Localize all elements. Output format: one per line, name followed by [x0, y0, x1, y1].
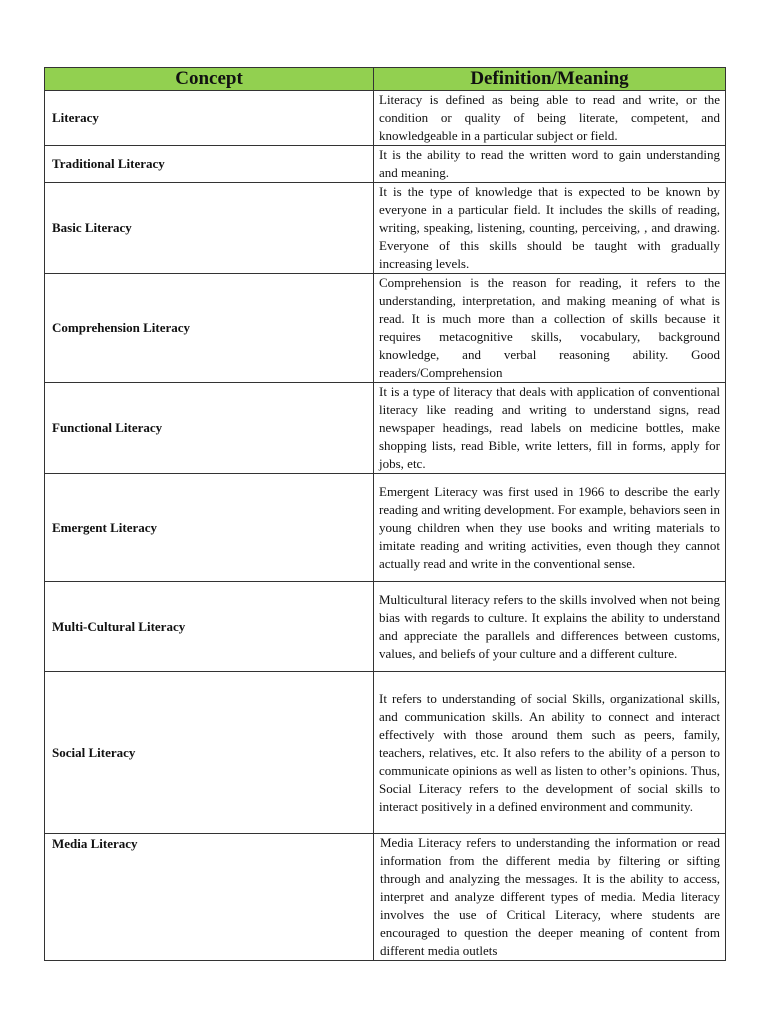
concept-cell: Emergent Literacy — [45, 474, 374, 582]
table-row — [45, 672, 726, 834]
concept-cell: Multi-Cultural Literacy — [45, 582, 374, 672]
definition-cell: Emergent Literacy was first used in 1966 to describe the early reading and writing development. For example, behaviors seen in young children when they use books and writing materials to imitate reading and writing activities, even though they cannot actually read and write in the conventional sense. — [374, 474, 726, 582]
concept-cell: Literacy — [45, 91, 374, 146]
definition-cell: Multicultural literacy refers to the skills involved when not being bias with regards to culture. It explains the ability to understand and appreciate the parallels and differences between customs, values, and beliefs of your culture and a different culture. — [374, 582, 726, 672]
definition-column-header: Definition/Meaning — [374, 68, 726, 91]
definition-cell: Comprehension is the reason for reading, it refers to the understanding, interpretation, and making meaning of what is read. It is much more than a collection of skills because it requires metacognitive skills, vocabulary, background knowledge, and verbal reasoning ability. Good readers/Comprehension — [374, 274, 726, 383]
table-row — [45, 834, 726, 961]
concept-cell: Comprehension Literacy — [45, 274, 374, 383]
table-row — [45, 474, 726, 582]
definition-cell: Media Literacy refers to understanding the information or read information from the different media by filtering or sifting through and analyzing the messages. It is the ability to access, interpret and analyze different types of media. Media literacy involves the use of Critical Literacy, where students are encouraged to question the deeper meaning of content from different media outlets — [374, 834, 726, 961]
definition-cell: Literacy is defined as being able to read and write, or the condition or quality of being literate, competent, and knowledgeable in a particular subject or field. — [374, 91, 726, 146]
definition-cell: It is a type of literacy that deals with application of conventional literacy like reading and writing to understand signs, read newspaper headings, read labels on medicine bottles, make shopping lists, read Bible, write letters, fill in forms, apply for jobs, etc. — [374, 383, 726, 474]
table-row — [45, 274, 726, 383]
table-row — [45, 183, 726, 274]
table-row — [45, 146, 726, 183]
table-row — [45, 383, 726, 474]
definition-cell: It refers to understanding of social Skills, organizational skills, and communication skills. An ability to connect and interact effectively with those around them such as peers, family, teachers, relatives, etc. It also refers to the ability of a person to communicate opinions as well as listen to other’s opinions. Thus, Social Literacy refers to the development of social skills to interact positively in a defined environment and community. — [374, 672, 726, 834]
table-row — [45, 582, 726, 672]
definition-cell: It is the type of knowledge that is expected to be known by everyone in a particular field. It includes the skills of reading, writing, speaking, listening, counting, perceiving, , and drawing. Everyone of this skills should be taught with gradually increasing levels. — [374, 183, 726, 274]
concept-column-header: Concept — [45, 68, 374, 91]
definition-cell: It is the ability to read the written word to gain understanding and meaning. — [374, 146, 726, 183]
concept-cell: Basic Literacy — [45, 183, 374, 274]
concept-cell: Social Literacy — [45, 672, 374, 834]
table-row — [45, 91, 726, 146]
concept-cell: Media Literacy — [45, 834, 374, 961]
concept-cell: Traditional Literacy — [45, 146, 374, 183]
concept-cell: Functional Literacy — [45, 383, 374, 474]
table-header-row — [45, 68, 726, 91]
literacy-concepts-table — [44, 67, 726, 961]
